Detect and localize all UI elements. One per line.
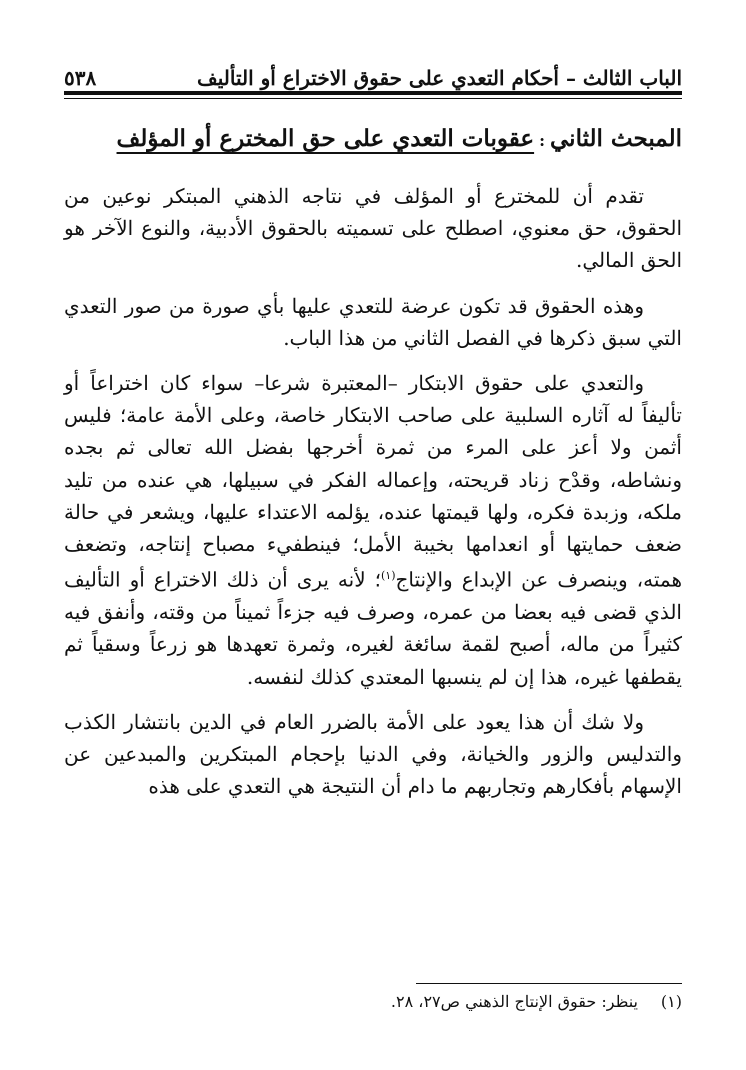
paragraph-3-part-1: والتعدي على حقوق الابتكار –المعتبرة شرعا– سواء كان اختراعاً أو تأليفاً له آثاره السلبية على صاحب الابتكار خاصة، وعلى الأمة عامة؛ فليس أثمن ولا أعز على المرء من ثمرة أخرجها بفضل الله تعالى ثم بجده ونشاطه، وقدْح زناد قريحته، وإعماله الفكر في سبيلها، هي عنده من تليد ملكه، وزبدة فكره، ولها قيمتها عنده، يؤلمه الاعتداء عليها، ويشعر في حالة ضعف حمايتها أو انعدامها بخيبة الأمل؛ فينطفيء مصباح إنتاجه، وتضعف همته، وينصرف عن الإبداع والإنتاج: [64, 371, 682, 592]
running-header: [64, 50, 682, 90]
body-text: [64, 180, 682, 815]
header-rule-thin: [64, 98, 682, 99]
header-rule-thick: [64, 91, 682, 95]
section-heading: [64, 125, 682, 169]
paragraph-3: [64, 367, 682, 693]
footnote-number: (١): [660, 992, 682, 1011]
page-number: ٥٣٨: [64, 66, 97, 90]
section-label: المبحث الثاني: [550, 125, 682, 152]
paragraph-3-part-2: ؛ لأنه يرى أن ذلك الاختراع أو التأليف الذي قضى فيه بعضا من عمره، وصرف فيه جزءاً ثميناً من وقته، وأنفق فيه كثيراً من ماله، أصبح لقمة سائغة لغيره، وثمرة تعهدها هو زرعاً وسقياً ثم يقطفها غيره، هذا إن لم ينسبها المعتدي كذلك لنفسه.: [64, 567, 682, 689]
paragraph-2: وهذه الحقوق قد تكون عرضة للتعدي عليها بأي صورة من صور التعدي التي سبق ذكرها في الفصل الثاني من هذا الباب.: [64, 293, 682, 350]
section-title: عقوبات التعدي على حق المخترع أو المؤلف: [116, 125, 535, 152]
running-header-title: الباب الثالث – أحكام التعدي على حقوق الاختراع أو التأليف: [197, 66, 682, 90]
footnote: [64, 992, 682, 1011]
paragraph-4: ولا شك أن هذا يعود على الأمة بالضرر العام في الدين بانتشار الكذب والتدليس والزور والخيانة، وفي الدنيا بإحجام المبتكرين والمبدعين عن الإسهام بأفكارهم وتجاربهم ما دام أن النتيجة هي التعدي على هذه: [64, 709, 682, 799]
section-separator: :: [539, 131, 545, 150]
footnote-separator: [416, 983, 682, 984]
paragraph-1: تقدم أن للمخترع أو المؤلف في نتاجه الذهني المبتكر نوعين من الحقوق، حق معنوي، اصطلح على تسميته بالحقوق الأدبية، والنوع الآخر هو الحق المالي.: [64, 184, 682, 273]
footnote-reference: (١): [380, 569, 396, 583]
footnote-text: ينظر: حقوق الإنتاج الذهني ص٢٧، ٢٨.: [390, 992, 638, 1011]
